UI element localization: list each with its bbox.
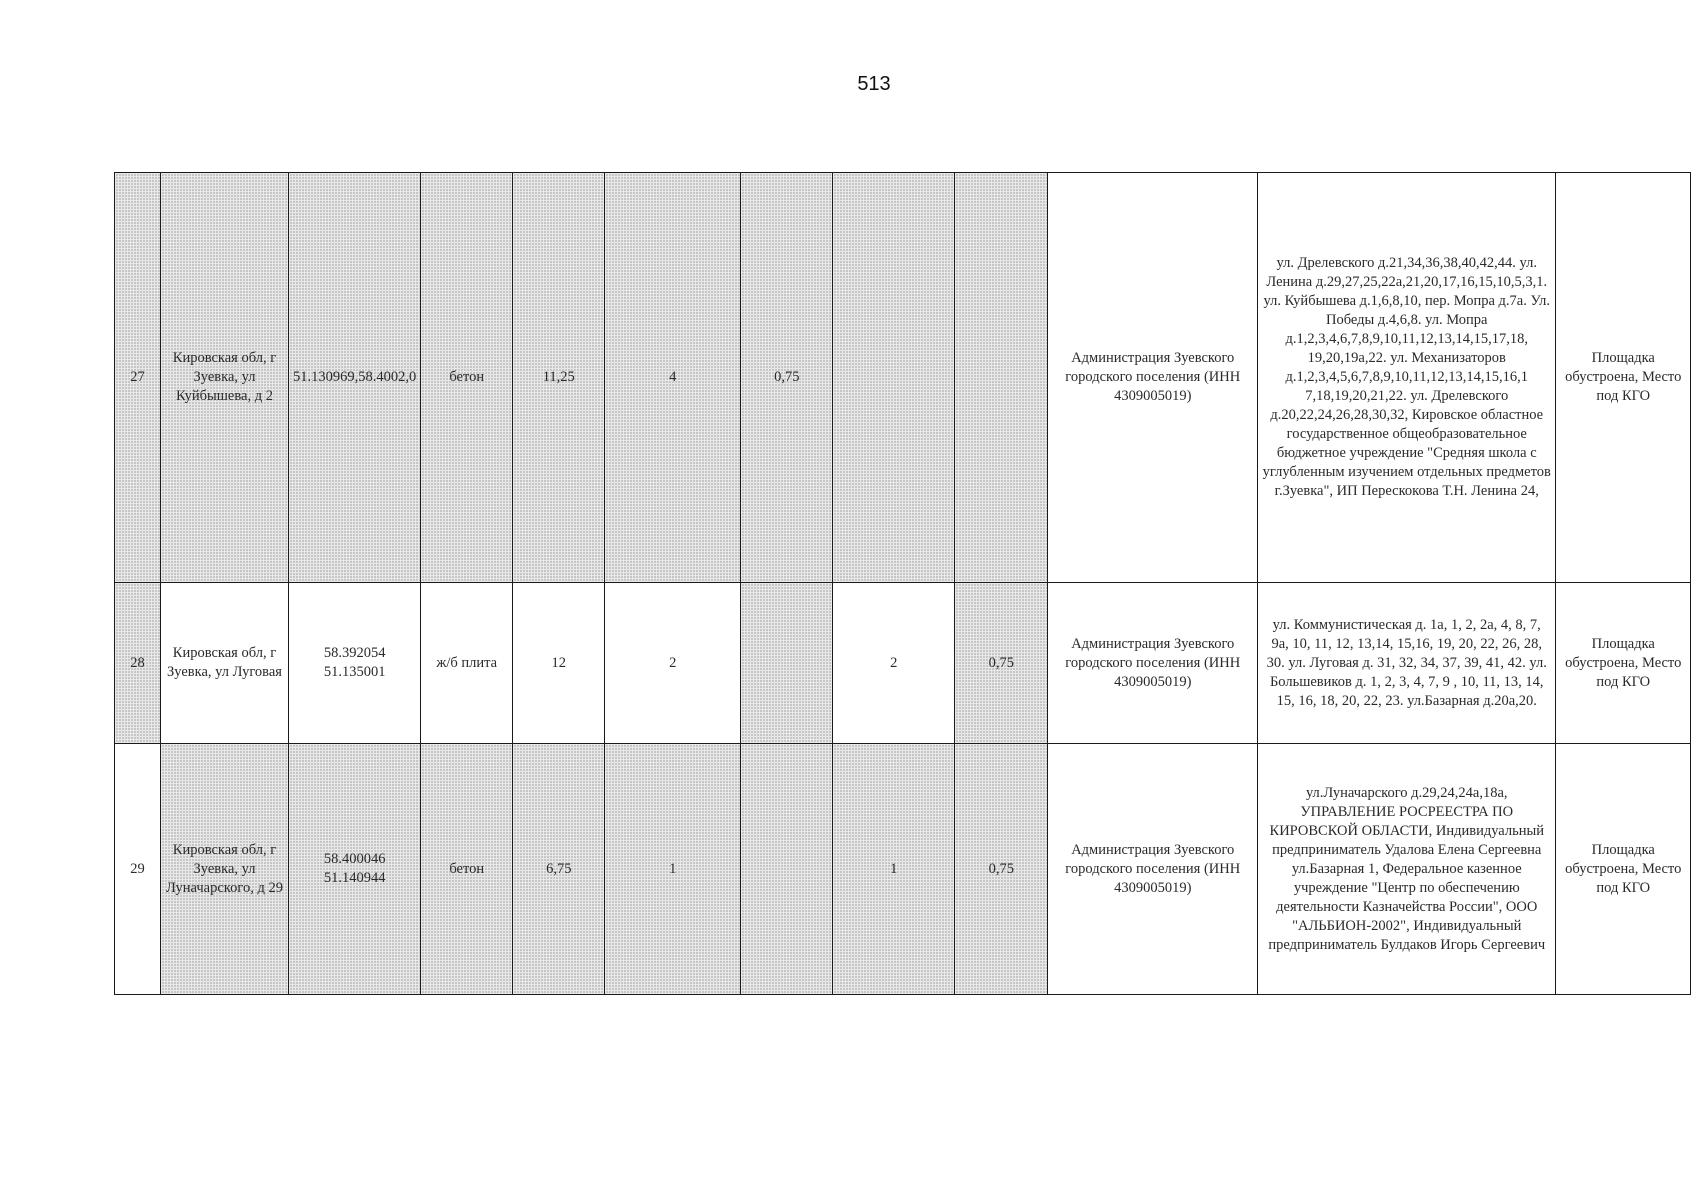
area-cell: 6,75 xyxy=(513,744,605,995)
row-number: 27 xyxy=(115,173,161,583)
volume-cell xyxy=(741,583,833,744)
planned-volume-cell: 0,75 xyxy=(955,583,1048,744)
row-number: 28 xyxy=(115,583,161,744)
waste-sites-table xyxy=(114,172,1691,995)
location-cell: Кировская обл, г Зуевка, ул Луговая xyxy=(161,583,289,744)
owner-cell: Администрация Зуевского городского поселения (ИНН 4309005019) xyxy=(1048,583,1258,744)
coords-cell: 51.130969,58.4002,0 xyxy=(289,173,421,583)
status-cell: Площадка обустроена, Место под КГО xyxy=(1556,173,1691,583)
sources-cell: ул.Луначарского д.29,24,24а,18а, УПРАВЛЕНИЕ РОСРЕЕСТРА ПО КИРОВСКОЙ ОБЛАСТИ, Индивидуальный предприниматель Удалова Елена Сергеевна ул.Базарная 1, Федеральное казенное учреждение "Центр по обеспечению деятельности Казначейства России", ООО "АЛЬБИОН-2002", Индивидуальный предприниматель Булдаков Игорь Сергеевич xyxy=(1258,744,1556,995)
containers-cell: 4 xyxy=(605,173,741,583)
status-cell: Площадка обустроена, Место под КГО xyxy=(1556,583,1691,744)
table-row xyxy=(115,583,1691,744)
planned-volume-cell xyxy=(955,173,1048,583)
volume-cell xyxy=(741,744,833,995)
row-number: 29 xyxy=(115,744,161,995)
containers-cell: 2 xyxy=(605,583,741,744)
planned-volume-cell: 0,75 xyxy=(955,744,1048,995)
sources-cell: ул. Коммунистическая д. 1а, 1, 2, 2а, 4, 8, 7, 9а, 10, 11, 12, 13,14, 15,16, 19, 20, 22, 26, 28, 30. ул. Луговая д. 31, 32, 34, 37, 39, 41, 42. ул. Большевиков д. 1, 2, 3, 4, 7, 9 , 10, 11, 13, 14, 15, 16, 18, 20, 22, 23. ул.Базарная д.20а,20. xyxy=(1258,583,1556,744)
area-cell: 11,25 xyxy=(513,173,605,583)
surface-cell: ж/б плита xyxy=(421,583,513,744)
planned-containers-cell: 1 xyxy=(833,744,955,995)
status-cell: Площадка обустроена, Место под КГО xyxy=(1556,744,1691,995)
volume-cell: 0,75 xyxy=(741,173,833,583)
containers-cell: 1 xyxy=(605,744,741,995)
area-cell: 12 xyxy=(513,583,605,744)
surface-cell: бетон xyxy=(421,173,513,583)
location-cell: Кировская обл, г Зуевка, ул Куйбышева, д 2 xyxy=(161,173,289,583)
page-number: 513 xyxy=(857,73,891,95)
table-row xyxy=(115,744,1691,995)
table-row xyxy=(115,173,1691,583)
coords-cell: 58.392054 51.135001 xyxy=(289,583,421,744)
sources-cell: ул. Дрелевского д.21,34,36,38,40,42,44. ул. Ленина д.29,27,25,22а,21,20,17,16,15,10,5,3,1. ул. Куйбышева д.1,6,8,10, пер. Мопра д.7а. Ул. Победы д.4,6,8. ул. Мопра д.1,2,3,4,6,7,8,9,10,11,12,13,14,15,17,18, 19,20,19а,22. ул. Механизаторов д.1,2,3,4,5,6,7,8,9,10,11,12,13,14,15,16,1 7,18,19,20,21,22. ул. Дрелевского д.20,22,24,26,28,30,32, Кировское областное государственное общеобразовательное бюджетное учреждение "Средняя школа с углубленным изучением отдельных предметов г.Зуевка", ИП Перескокова Т.Н. Ленина 24, xyxy=(1258,173,1556,583)
owner-cell: Администрация Зуевского городского поселения (ИНН 4309005019) xyxy=(1048,173,1258,583)
owner-cell: Администрация Зуевского городского поселения (ИНН 4309005019) xyxy=(1048,744,1258,995)
surface-cell: бетон xyxy=(421,744,513,995)
coords-cell: 58.400046 51.140944 xyxy=(289,744,421,995)
planned-containers-cell: 2 xyxy=(833,583,955,744)
location-cell: Кировская обл, г Зуевка, ул Луначарского, д 29 xyxy=(161,744,289,995)
planned-containers-cell xyxy=(833,173,955,583)
